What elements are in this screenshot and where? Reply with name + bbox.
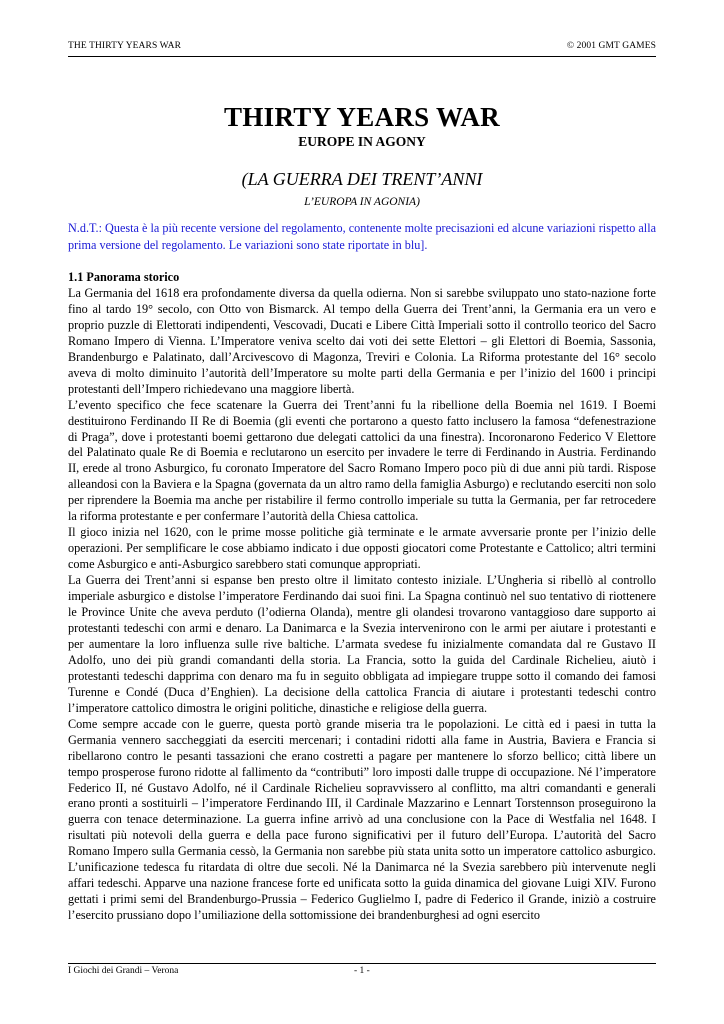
header-left-title: THE THIRTY YEARS WAR	[68, 41, 182, 51]
footer-publisher: I Giochi dei Grandi – Verona	[68, 966, 179, 976]
section-body	[68, 270, 656, 924]
running-header	[68, 41, 656, 51]
italian-title: (LA GUERRA DEI TRENT’ANNI	[241, 169, 483, 189]
paragraph: Il gioco inizia nel 1620, con le prime mosse politiche già terminate e le armate avversarie pronte per l’inizio delle operazioni. Per semplificare le cose abbiamo indicato i due opposti giocatori come Protestante e Cattolico; altri termini come Asburgico e anti-Asburgico sarebbero stati comunque appropriati.	[68, 525, 656, 572]
paragraph: Come sempre accade con le guerre, questa portò grande miseria tra le popolazioni. Le città ed i paesi in tutta la Germania vennero saccheggiati da eserciti mercenari; i contadini ridotti alla fame in Austria, Baviera e Francia si ribellarono contro le pesanti tassazioni che erano costretti a pagare per mantenere lo sforzo bellico; città libere un tempo prosperose furono ridotte al fallimento da “contributi” loro imposti dalle truppe di occupazione. Né l’imperatore Federico II, né Gustavo Adolfo, né il Cardinale Richelieu sopravvissero al conflitto, ma altri comandanti e generali erano pronti a sostituirli – l’imperatore Ferdinando III, il Cardinale Mazzarino e Lennart Torstennson proseguirono la guerra con tenace determinazione. La guerra infine arrivò ad una conclusione con la Pace di Westfalia nel 1648. I risultati più notevoli della guerra e della pace furono significativi per il futuro dell’Europa. L’autorità del Sacro Romano Impero sulla Germania cessò, la Germania non sarebbe più stata unita sotto un imperatore cattolico asburgico. L’unificazione tedesca fu ritardata di oltre due secoli. Né la Danimarca né la Svezia sarebbero più intervenute negli affari tedeschi. Apparve una nazione francese forte ed unificata sotto la guida dinamica del giovane Luigi XIV. Furono gettati i primi semi del Brandenburgo-Prussia – Federico Guglielmo I, padre di Federico il Grande, iniziò a costruire l’esercito prussiano dopo l’umiliazione della sottomissione dei brandenburghesi ad ogni esercito	[68, 716, 656, 923]
paragraph: La Guerra dei Trent’anni si espanse ben presto oltre il limitato contesto iniziale. L’Ungheria si ribellò al controllo imperiale asburgico e distolse l’imperatore Ferdinando dai suoi fini. La Spagna continuò nel suo tentativo di riottenere le Province Unite che aveva perduto (l’odierna Olanda), mentre gli olandesi trovarono vantaggioso dare supporto ai protestanti tedeschi con armi e denaro. La Danimarca e la Svezia intervenirono con le armi per aiutare i protestanti e per aumentare la loro influenza sulle rive baltiche. L’armata svedese fu inizialmente comandata dal re Gustavo II Adolfo, uno dei più grandi comandanti della storia. La Francia, sotto la guida del Cardinale Richelieu, aiutò i protestanti tedeschi dapprima con denaro ma fu in seguito obbligata ad impiegare truppe sotto il comando dei famosi Turenne e Condé (Duca d’Enghien). La decisione della cattolica Francia di aiutare i protestanti tedeschi contro l’imperatore cattolico dimostra le origini politiche, dinastiche e religiose della guerra.	[68, 573, 656, 715]
main-title: THIRTY YEARS WAR	[224, 102, 500, 132]
paragraph: L’evento specifico che fece scatenare la Guerra dei Trent’anni fu la ribellione della Boemia nel 1619. I Boemi destituirono Ferdinando II Re di Boemia (gli eventi che portarono a questo fatto inclusero la famosa “defenestrazione di Praga”, dove i protestanti boemi gettarono due delegati cattolici da una finestra). Incoronarono Federico V Elettore del Palatinato quale Re di Boemia e reclutarono un esercito per invadere le terre di Ferdinando in Austria. Ferdinando II, erede al trono Asburgico, fu coronato Imperatore del Sacro Romano Impero poco più di due anni più tardi. Rispose alleandosi con la Baviera e la Spagna (governata da un altro ramo della famiglia Asburgo) e reclutando eserciti non solo per riprendere la Boemia ma anche per ristabilire il fermo controllo imperiale su tutta la Germania, per far retrocedere la riforma protestante e per confermare l’autorità della Chiesa cattolica.	[68, 397, 656, 524]
section-heading: 1.1 Panorama storico	[68, 270, 180, 284]
italian-subtitle: L’EUROPA IN AGONIA)	[304, 196, 420, 208]
header-divider	[68, 56, 656, 57]
footer-divider	[68, 963, 656, 964]
page-number: - 1 -	[354, 966, 370, 976]
title-block	[68, 101, 656, 209]
header-copyright: © 2001 GMT GAMES	[566, 41, 656, 51]
translator-note: N.d.T.: Questa è la più recente versione del regolamento, contenente molte precisazioni ed alcune variazioni rispetto alla prima versione del regolamento. Le variazioni sono state riportate in blu].	[68, 221, 656, 252]
paragraph: La Germania del 1618 era profondamente diversa da quella odierna. Non si sarebbe sviluppato uno stato-nazione forte fino al tardo 19° secolo, con Otto von Bismarck. Al tempo della Guerra dei Trent’anni, la Germania era un vero e proprio puzzle di Elettorati indipendenti, Vescovadi, Ducati e Libere Città Imperiali sotto il controllo teorico del Sacro Romano Impero di Vienna. L’Imperatore veniva scelto dai voti dei sette Elettori – gli Elettori di Boemia, Sassonia, Brandenburgo e Palatinato, dall’Arcivescovo di Magonza, Treviri e Colonia. La Riforma protestante del 16° secolo aveva di molto diminuito l’autorità dell’Imperatore su molte parti della Germania e per l’inizio del 1600 i principi protestanti dell’Impero richiedevano una maggiore libertà.	[68, 285, 656, 396]
subtitle: EUROPE IN AGONY	[298, 134, 426, 149]
